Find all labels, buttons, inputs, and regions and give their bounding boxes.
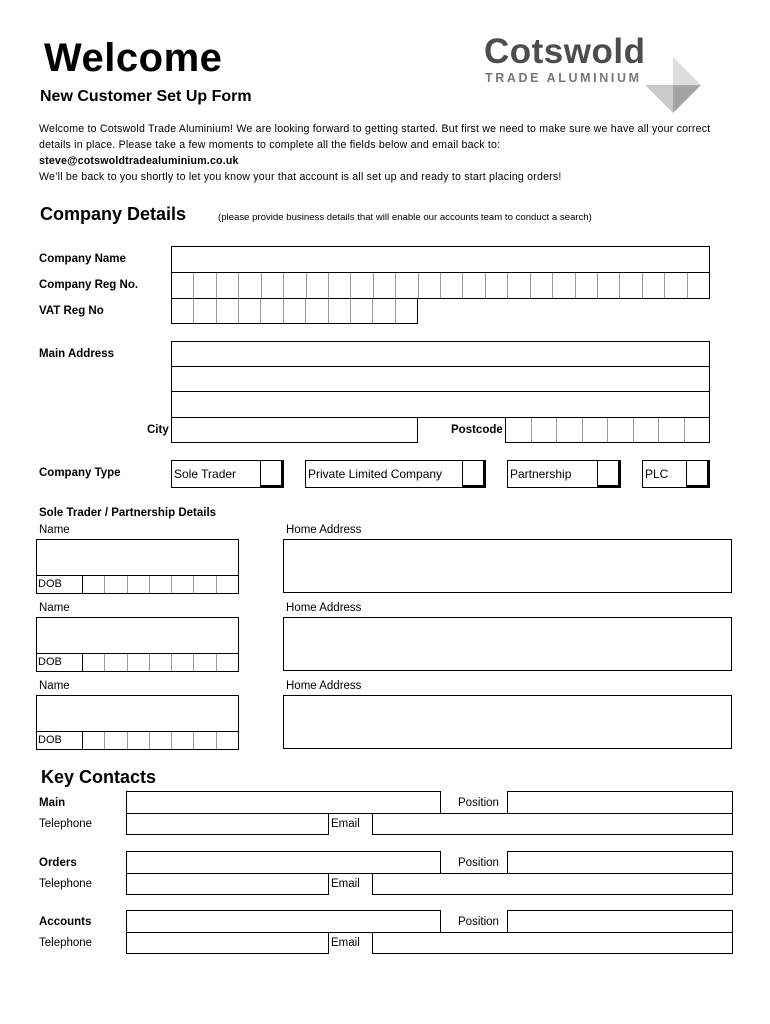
type-sole-trader-label: Sole Trader [174, 467, 237, 481]
main-address-line-3[interactable] [171, 391, 710, 418]
contact-main-telephone-label: Telephone [39, 818, 93, 830]
main-address-line-1[interactable] [171, 341, 710, 368]
contact-accounts-telephone-label: Telephone [39, 937, 93, 949]
logo-diamond-icon [644, 56, 702, 114]
type-private-limited-label: Private Limited Company [308, 467, 443, 481]
company-name-label: Company Name [39, 253, 126, 265]
contact-email: steve@cotswoldtradealuminium.co.uk [39, 155, 239, 167]
type-private-limited[interactable] [305, 460, 486, 488]
person-1-home-address-field[interactable] [283, 539, 732, 593]
contact-accounts-position-label: Position [458, 916, 499, 928]
person-2-name-field[interactable] [36, 617, 239, 654]
contact-orders-email-field[interactable] [372, 873, 733, 895]
intro-line-1: Welcome to Cotswold Trade Aluminium! We are looking forward to getting started. But first we need to make sure we have all your correct details in place. Please take a few moments to complete all the fields below and email back to: [39, 123, 711, 151]
contact-main-name-field[interactable] [126, 791, 441, 814]
person-1-name-field[interactable] [36, 539, 239, 576]
company-type-label: Company Type [39, 467, 121, 479]
postcode-label: Postcode [451, 424, 503, 436]
type-partnership-checkbox[interactable] [597, 461, 620, 487]
contact-accounts-email-field[interactable] [372, 932, 733, 954]
person-2-dob-field[interactable] [36, 653, 239, 672]
logo-wordmark: Cotswold [484, 32, 646, 71]
main-address-label: Main Address [39, 348, 114, 360]
type-sole-trader-checkbox[interactable] [260, 461, 283, 487]
contact-orders-email-label: Email [331, 878, 360, 890]
contact-main-position-label: Position [458, 797, 499, 809]
person-3-name-field[interactable] [36, 695, 239, 732]
sole-trader-heading: Sole Trader / Partnership Details [39, 507, 217, 519]
contact-accounts-email-label: Email [331, 937, 360, 949]
city-label: City [147, 424, 169, 436]
postcode-field[interactable] [505, 417, 710, 443]
key-contacts-heading: Key Contacts [41, 767, 157, 787]
form-subtitle: New Customer Set Up Form [40, 88, 252, 105]
contact-orders-telephone-label: Telephone [39, 878, 93, 890]
contact-orders-label: Orders [39, 857, 77, 869]
type-private-limited-checkbox[interactable] [462, 461, 485, 487]
contact-accounts-name-field[interactable] [126, 910, 441, 933]
person-3-dob-field[interactable] [36, 731, 239, 750]
type-plc-checkbox[interactable] [686, 461, 709, 487]
person-2-name-label: Name [39, 602, 70, 614]
person-1-dob-label: DOB [37, 576, 83, 593]
contact-orders-position-field[interactable] [507, 851, 733, 874]
city-field[interactable] [171, 417, 418, 443]
person-2-home-address-field[interactable] [283, 617, 732, 671]
contact-main-telephone-field[interactable] [126, 813, 329, 835]
company-details-heading: Company Details [40, 204, 187, 224]
company-details-note: (please provide business details that will enable our accounts team to conduct a search) [218, 212, 592, 223]
contact-main-email-field[interactable] [372, 813, 733, 835]
person-3-dob-label: DOB [37, 732, 83, 749]
contact-orders-name-field[interactable] [126, 851, 441, 874]
contact-accounts-position-field[interactable] [507, 910, 733, 933]
person-1-dob-field[interactable] [36, 575, 239, 594]
contact-orders-position-label: Position [458, 857, 499, 869]
type-plc[interactable] [642, 460, 710, 488]
intro-line-2: We’ll be back to you shortly to let you know your that account is all set up and ready to start placing orders! [39, 171, 562, 183]
type-partnership[interactable] [507, 460, 621, 488]
person-3-home-label: Home Address [286, 680, 362, 692]
company-reg-label: Company Reg No. [39, 279, 139, 291]
contact-main-email-label: Email [331, 818, 360, 830]
company-reg-field[interactable] [171, 272, 710, 299]
contact-accounts-telephone-field[interactable] [126, 932, 329, 954]
person-1-name-label: Name [39, 524, 70, 536]
person-3-home-address-field[interactable] [283, 695, 732, 749]
company-name-field[interactable] [171, 246, 710, 273]
contact-main-label: Main [39, 797, 66, 809]
contact-main-position-field[interactable] [507, 791, 733, 814]
vat-reg-field[interactable] [171, 298, 418, 324]
type-sole-trader[interactable] [171, 460, 284, 488]
person-1-home-label: Home Address [286, 524, 362, 536]
type-plc-label: PLC [645, 467, 669, 481]
main-address-line-2[interactable] [171, 366, 710, 393]
vat-reg-label: VAT Reg No [39, 305, 104, 317]
person-2-dob-label: DOB [37, 654, 83, 671]
logo-subtitle: TRADE ALUMINIUM [485, 71, 642, 85]
person-3-name-label: Name [39, 680, 70, 692]
contact-accounts-label: Accounts [39, 916, 92, 928]
page-title: Welcome [44, 36, 223, 80]
type-partnership-label: Partnership [510, 467, 572, 481]
contact-orders-telephone-field[interactable] [126, 873, 329, 895]
intro-text [39, 121, 729, 185]
person-2-home-label: Home Address [286, 602, 362, 614]
